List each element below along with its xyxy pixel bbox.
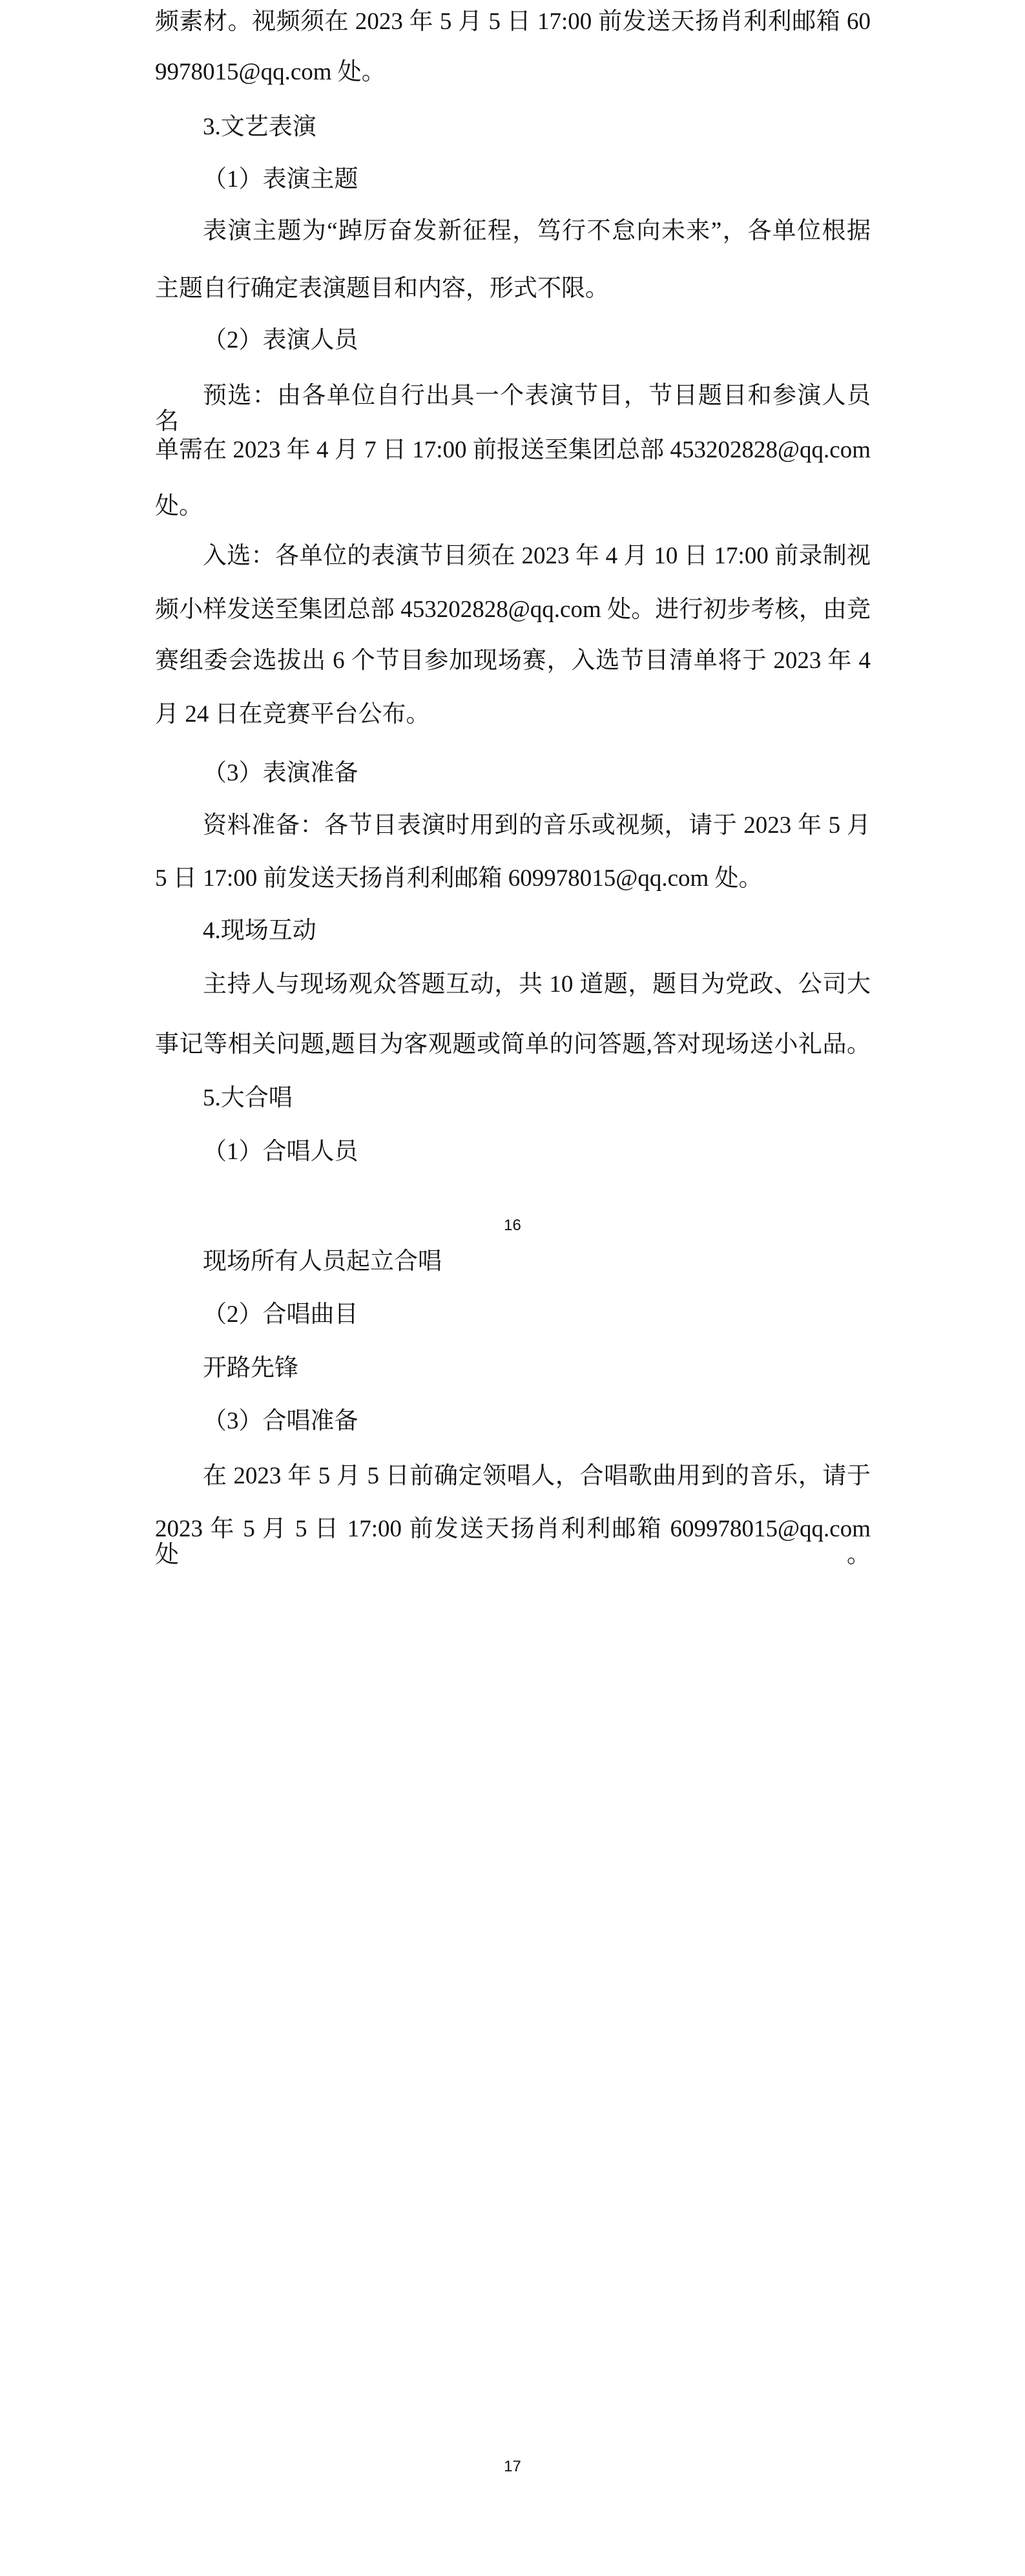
body-line: 主题自行确定表演题目和内容，形式不限。 [155,275,609,302]
body-line: 事记等相关问题,题目为客观题或简单的问答题,答对现场送小礼品。 [155,1031,871,1058]
section-heading: 4.现场互动 [203,917,316,944]
subsection-heading: （3）表演准备 [203,760,358,786]
body-line: 现场所有人员起立合唱 [203,1248,442,1275]
body-line: 在 2023 年 5 月 5 日前确定领唱人，合唱歌曲用到的音乐，请于 [203,1463,871,1489]
body-line: 赛组委会选拔出 6 个节目参加现场赛，入选节目清单将于 2023 年 4 [155,647,871,674]
body-line: 资料准备：各节目表演时用到的音乐或视频，请于 2023 年 5 月 [203,812,871,839]
body-line: 主持人与现场观众答题互动，共 10 道题，题目为党政、公司大 [203,971,871,998]
subsection-heading: （2）合唱曲目 [203,1301,358,1328]
body-line: 入选：各单位的表演节目须在 2023 年 4 月 10 日 17:00 前录制视 [203,543,871,569]
page-number: 17 [504,2458,521,2475]
body-line: 2023 年 5 月 5 日 17:00 前发送天扬肖利利邮箱 609978015@qq.com 处。 [155,1516,871,1568]
body-line: 月 24 日在竞赛平台公布。 [155,701,430,728]
subsection-heading: （1）表演主题 [203,166,358,193]
body-line: 9978015@qq.com 处。 [155,59,386,85]
page-number: 16 [504,1217,521,1234]
body-line: 频小样发送至集团总部 453202828@qq.com 处。进行初步考核，由竞 [155,596,871,623]
body-line: 开路先锋 [203,1355,298,1381]
subsection-heading: （3）合唱准备 [203,1408,358,1434]
section-heading: 3.文艺表演 [203,114,316,140]
subsection-heading: （1）合唱人员 [203,1138,358,1165]
body-line: 频素材。视频须在 2023 年 5 月 5 日 17:00 前发送天扬肖利利邮箱 60 [155,8,871,35]
body-line: 表演主题为“踔厉奋发新征程，笃行不怠向未来”，各单位根据 [203,218,871,244]
body-line: 处。 [155,493,203,519]
body-line: 5 日 17:00 前发送天扬肖利利邮箱 609978015@qq.com 处。 [155,865,763,892]
section-heading: 5.大合唱 [203,1085,293,1111]
body-line: 预选：由各单位自行出具一个表演节目，节目题目和参演人员名 [155,382,871,435]
body-line: 单需在 2023 年 4 月 7 日 17:00 前报送至集团总部 453202828@qq.com [155,437,871,463]
subsection-heading: （2）表演人员 [203,327,358,353]
